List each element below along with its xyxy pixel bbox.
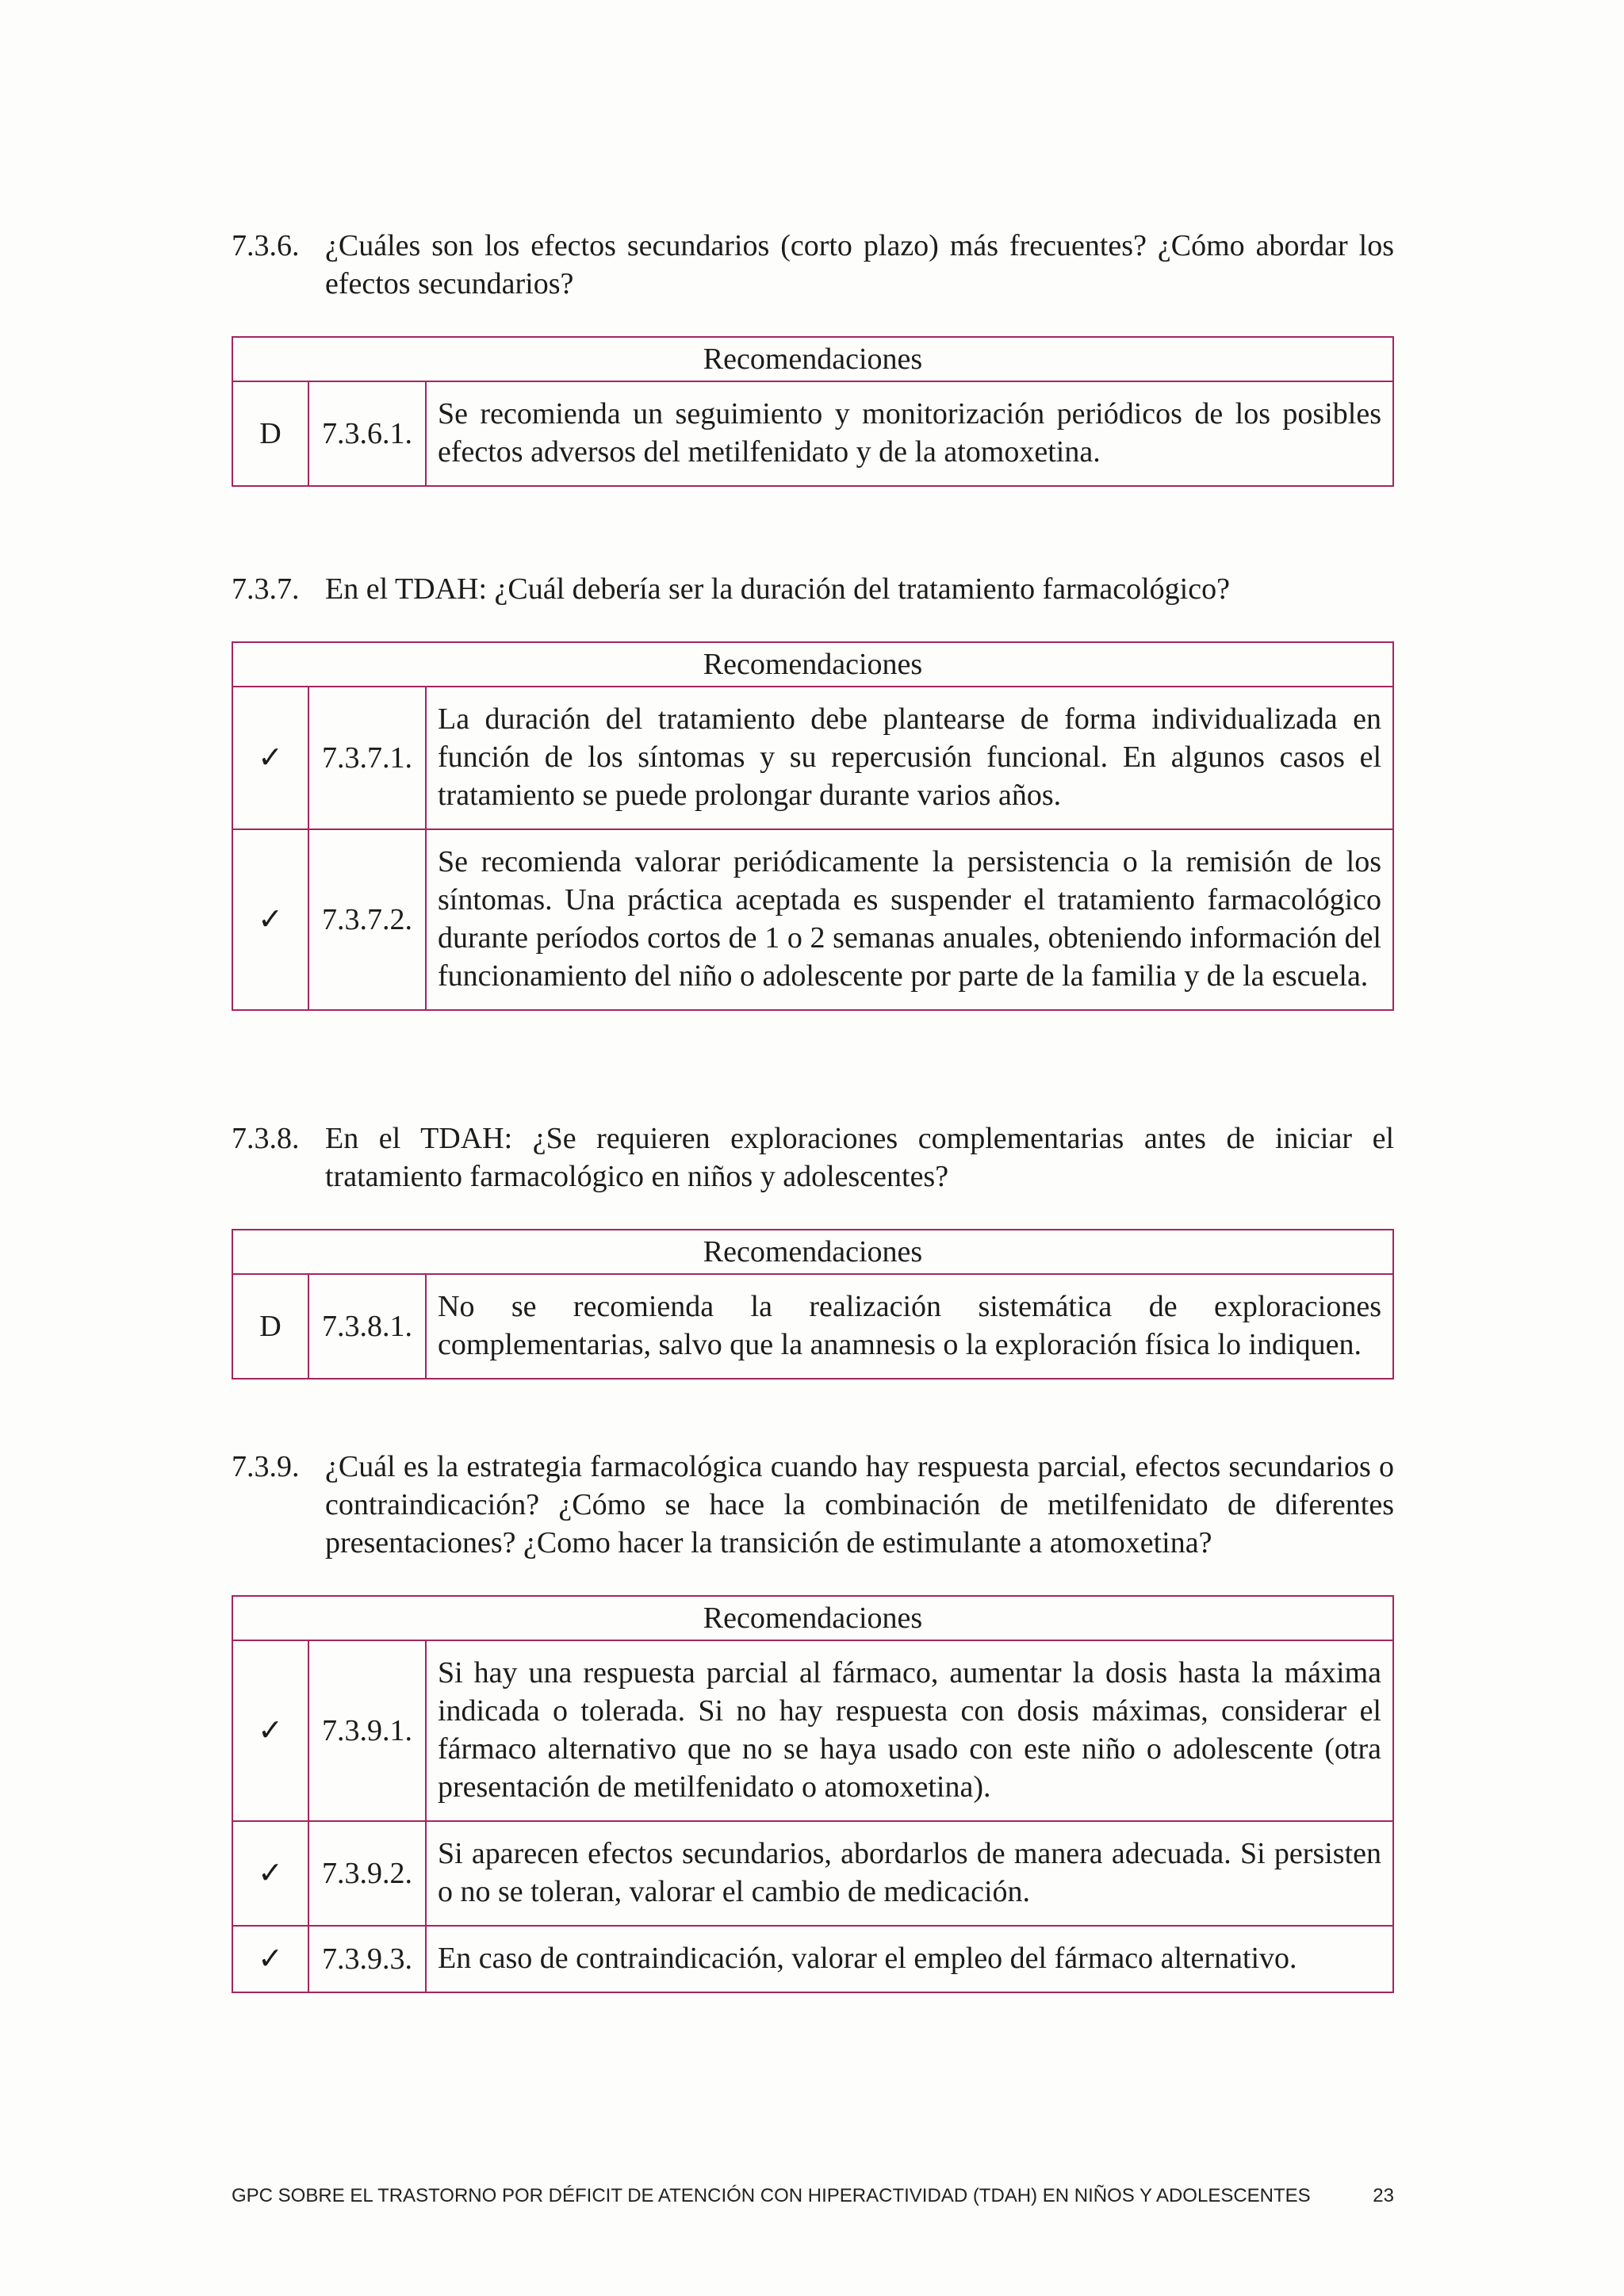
table-row xyxy=(232,1640,1393,1821)
question-text: ¿Cuáles son los efectos secundarios (corto plazo) más frecuentes? ¿Cómo abordar los efectos secundarios? xyxy=(325,229,1394,300)
question-number: 7.3.7. xyxy=(232,572,300,606)
recommendations-table xyxy=(232,1595,1394,1993)
section-7-3-7 xyxy=(232,570,1394,1011)
section-7-3-6 xyxy=(232,227,1394,487)
code-cell: 7.3.9.1. xyxy=(308,1640,426,1821)
grade-cell: ✓ xyxy=(232,687,308,829)
table-row xyxy=(232,1274,1393,1379)
table-header: Recomendaciones xyxy=(232,1596,1393,1640)
recommendations-table xyxy=(232,1229,1394,1380)
grade-cell: ✓ xyxy=(232,1926,308,1992)
table-row xyxy=(232,829,1393,1010)
question-text: En el TDAH: ¿Cuál debería ser la duración del tratamiento farmacológico? xyxy=(325,572,1230,606)
recommendation-text: Se recomienda un seguimiento y monitorización periódicos de los posibles efectos adversos del metilfenidato y de la atomoxetina. xyxy=(426,381,1393,486)
grade-cell: ✓ xyxy=(232,829,308,1010)
code-cell: 7.3.8.1. xyxy=(308,1274,426,1379)
recommendations-table xyxy=(232,641,1394,1011)
code-cell: 7.3.7.1. xyxy=(308,687,426,829)
grade-cell: D xyxy=(232,381,308,486)
question xyxy=(232,227,1394,303)
table-header: Recomendaciones xyxy=(232,337,1393,381)
table-row xyxy=(232,1821,1393,1926)
table-header: Recomendaciones xyxy=(232,642,1393,687)
recommendation-text: No se recomienda la realización sistemática de exploraciones complementarias, salvo que la anamnesis o la exploración física lo indiquen. xyxy=(426,1274,1393,1379)
recommendation-text: En caso de contraindicación, valorar el empleo del fármaco alternativo. xyxy=(426,1926,1393,1992)
table-row xyxy=(232,687,1393,829)
table-row xyxy=(232,1926,1393,1992)
recommendation-text: Se recomienda valorar periódicamente la persistencia o la remisión de los síntomas. Una práctica aceptada es suspender el tratamiento farmacológico durante períodos cortos de 1 o 2 semanas anuales, obteniendo información del funcionamiento del niño o adolescente por parte de la familia y de la escuela. xyxy=(426,829,1393,1010)
section-7-3-8 xyxy=(232,1119,1394,1380)
question-number: 7.3.9. xyxy=(232,1450,300,1483)
question xyxy=(232,1119,1394,1196)
recommendation-text: La duración del tratamiento debe plantearse de forma individualizada en función de los síntomas y su repercusión funcional. En algunos casos el tratamiento se puede prolongar durante varios años. xyxy=(426,687,1393,829)
question xyxy=(232,1448,1394,1562)
section-7-3-9 xyxy=(232,1448,1394,1993)
page-footer xyxy=(232,2185,1394,2207)
footer-title: GPC SOBRE EL TRASTORNO POR DÉFICIT DE ATENCIÓN CON HIPERACTIVIDAD (TDAH) EN NIÑOS Y ADOLESCENTES xyxy=(232,2185,1311,2206)
grade-cell: D xyxy=(232,1274,308,1379)
table-row xyxy=(232,381,1393,486)
code-cell: 7.3.7.2. xyxy=(308,829,426,1010)
question-text: ¿Cuál es la estrategia farmacológica cuando hay respuesta parcial, efectos secundarios o contraindicación? ¿Cómo se hace la combinación de metilfenidato de diferentes presentaciones? ¿Como hacer la transición de estimulante a atomoxetina? xyxy=(325,1450,1394,1559)
code-cell: 7.3.9.3. xyxy=(308,1926,426,1992)
question-text: En el TDAH: ¿Se requieren exploraciones complementarias antes de iniciar el tratamiento farmacológico en niños y adolescentes? xyxy=(325,1122,1394,1193)
grade-cell: ✓ xyxy=(232,1821,308,1926)
grade-cell: ✓ xyxy=(232,1640,308,1821)
page-number: 23 xyxy=(1373,2185,1394,2206)
recommendation-text: Si aparecen efectos secundarios, abordarlos de manera adecuada. Si persisten o no se toleran, valorar el cambio de medicación. xyxy=(426,1821,1393,1926)
recommendation-text: Si hay una respuesta parcial al fármaco, aumentar la dosis hasta la máxima indicada o tolerada. Si no hay respuesta con dosis máximas, considerar el fármaco alternativo que no se haya usado con este niño o adolescente (otra presentación de metilfenidato o atomoxetina). xyxy=(426,1640,1393,1821)
table-header: Recomendaciones xyxy=(232,1230,1393,1274)
code-cell: 7.3.6.1. xyxy=(308,381,426,486)
question xyxy=(232,570,1394,608)
code-cell: 7.3.9.2. xyxy=(308,1821,426,1926)
question-number: 7.3.6. xyxy=(232,229,300,262)
recommendations-table xyxy=(232,336,1394,487)
question-number: 7.3.8. xyxy=(232,1122,300,1155)
